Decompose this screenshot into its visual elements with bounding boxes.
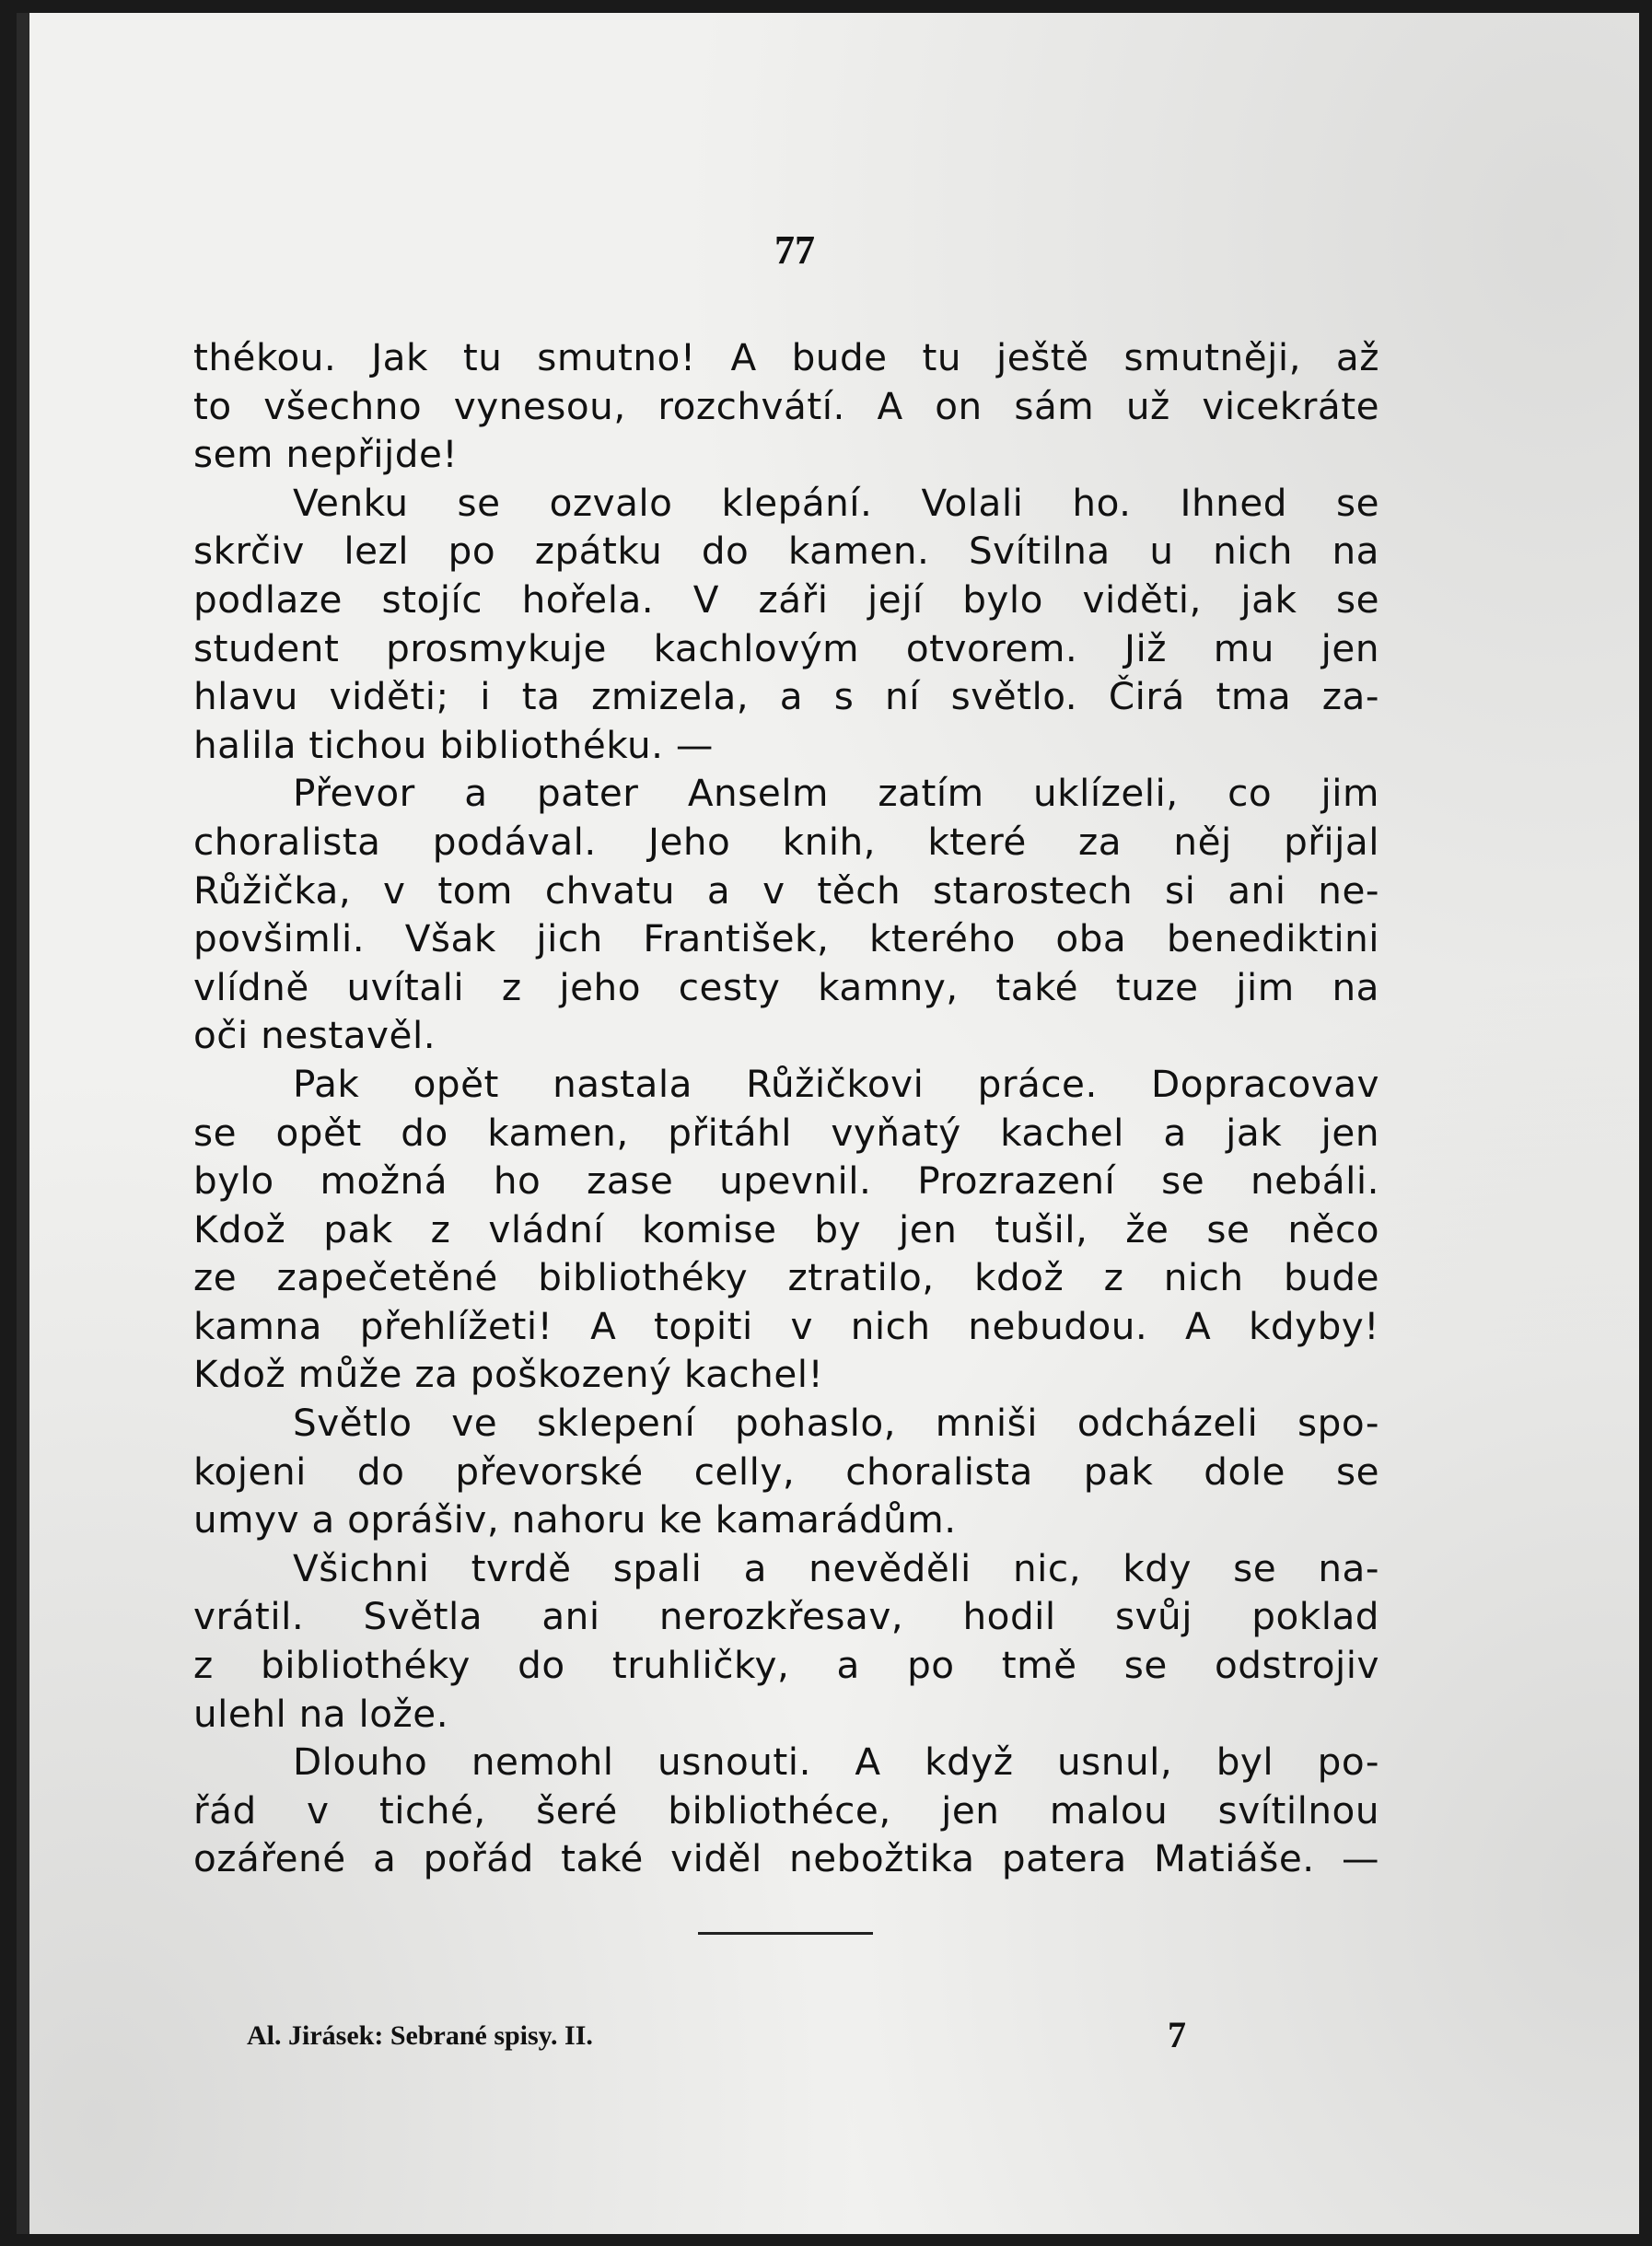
text-line: Světlo ve sklepení pohaslo, mniši odcházeli spo- bbox=[293, 1401, 1379, 1446]
page-binding-edge bbox=[17, 13, 29, 2234]
text-line: kojeni do převorské celly, choralista pak dole se bbox=[193, 1449, 1379, 1494]
text-line: bylo možná ho zase upevnil. Prozrazení se nebáli. bbox=[193, 1158, 1379, 1204]
text-line: ozářené a pořád také viděl nebožtika patera Matiáše. — bbox=[193, 1836, 1379, 1881]
text-line: Kdož pak z vládní komise by jen tušil, že se něco bbox=[193, 1206, 1379, 1251]
text-line: z bibliothéky do truhličky, a po tmě se odstrojiv bbox=[193, 1643, 1379, 1688]
footer-sheet-number: 7 bbox=[1168, 2014, 1186, 2055]
text-line: ulehl na lože. bbox=[193, 1691, 449, 1736]
text-line: vrátil. Světla ani nerozkřesav, hodil svůj poklad bbox=[193, 1594, 1379, 1639]
text-line: sem nepřijde! bbox=[193, 432, 459, 477]
book-page bbox=[17, 13, 1639, 2234]
text-line: hlavu viděti; i ta zmizela, a s ní světlo. Čirá tma za- bbox=[193, 674, 1379, 719]
text-line: Kdož může za poškozený kachel! bbox=[193, 1352, 824, 1397]
page-number: 77 bbox=[774, 227, 815, 273]
text-line: oči nestavěl. bbox=[193, 1013, 436, 1058]
text-line: Dlouho nemohl usnouti. A když usnul, byl po- bbox=[293, 1740, 1379, 1785]
text-line: se opět do kamen, přitáhl vyňatý kachel a jak jen bbox=[193, 1110, 1379, 1155]
text-line: student prosmykuje kachlovým otvorem. Již mu jen bbox=[193, 625, 1379, 670]
text-line: thékou. Jak tu smutno! A bude tu ještě smutněji, až bbox=[193, 335, 1379, 379]
text-line: Všichni tvrdě spali a nevěděli nic, kdy se na- bbox=[293, 1545, 1379, 1590]
text-line: choralista podával. Jeho knih, které za něj přijal bbox=[193, 819, 1379, 864]
body-text bbox=[193, 333, 1379, 1883]
text-line: Venku se ozvalo klepání. Volali ho. Ihned se bbox=[293, 480, 1379, 525]
text-line: to všechno vynesou, rozchvátí. A on sám už vicekráte bbox=[193, 383, 1379, 428]
section-divider bbox=[698, 1932, 873, 1935]
text-line: Převor a pater Anselm zatím uklízeli, co jim bbox=[293, 771, 1379, 816]
text-line: podlaze stojíc hořela. V záři její bylo viděti, jak se bbox=[193, 576, 1379, 622]
text-line: halila tichou bibliothéku. — bbox=[193, 722, 714, 767]
text-line: povšimli. Však jich František, kterého oba benediktini bbox=[193, 916, 1379, 961]
text-line: umyv a oprášiv, nahoru ke kamarádům. bbox=[193, 1497, 957, 1542]
text-line: skrčiv lezl po zpátku do kamen. Svítilna u nich na bbox=[193, 529, 1379, 574]
text-line: Růžička, v tom chvatu a v těch starostech si ani ne- bbox=[193, 867, 1379, 913]
text-line: vlídně uvítali z jeho cesty kamny, také tuze jim na bbox=[193, 964, 1379, 1009]
text-line: ze zapečetěné bibliothéky ztratilo, kdož z nich bude bbox=[193, 1255, 1379, 1300]
text-line: kamna přehlížeti! A topiti v nich nebudou. A kdyby! bbox=[193, 1303, 1379, 1348]
footer-signature: Al. Jirásek: Sebrané spisy. II. bbox=[247, 2020, 593, 2051]
text-line: řád v tiché, šeré bibliothéce, jen malou svítilnou bbox=[193, 1787, 1379, 1833]
text-line: Pak opět nastala Růžičkovi práce. Dopracovav bbox=[293, 1061, 1379, 1106]
